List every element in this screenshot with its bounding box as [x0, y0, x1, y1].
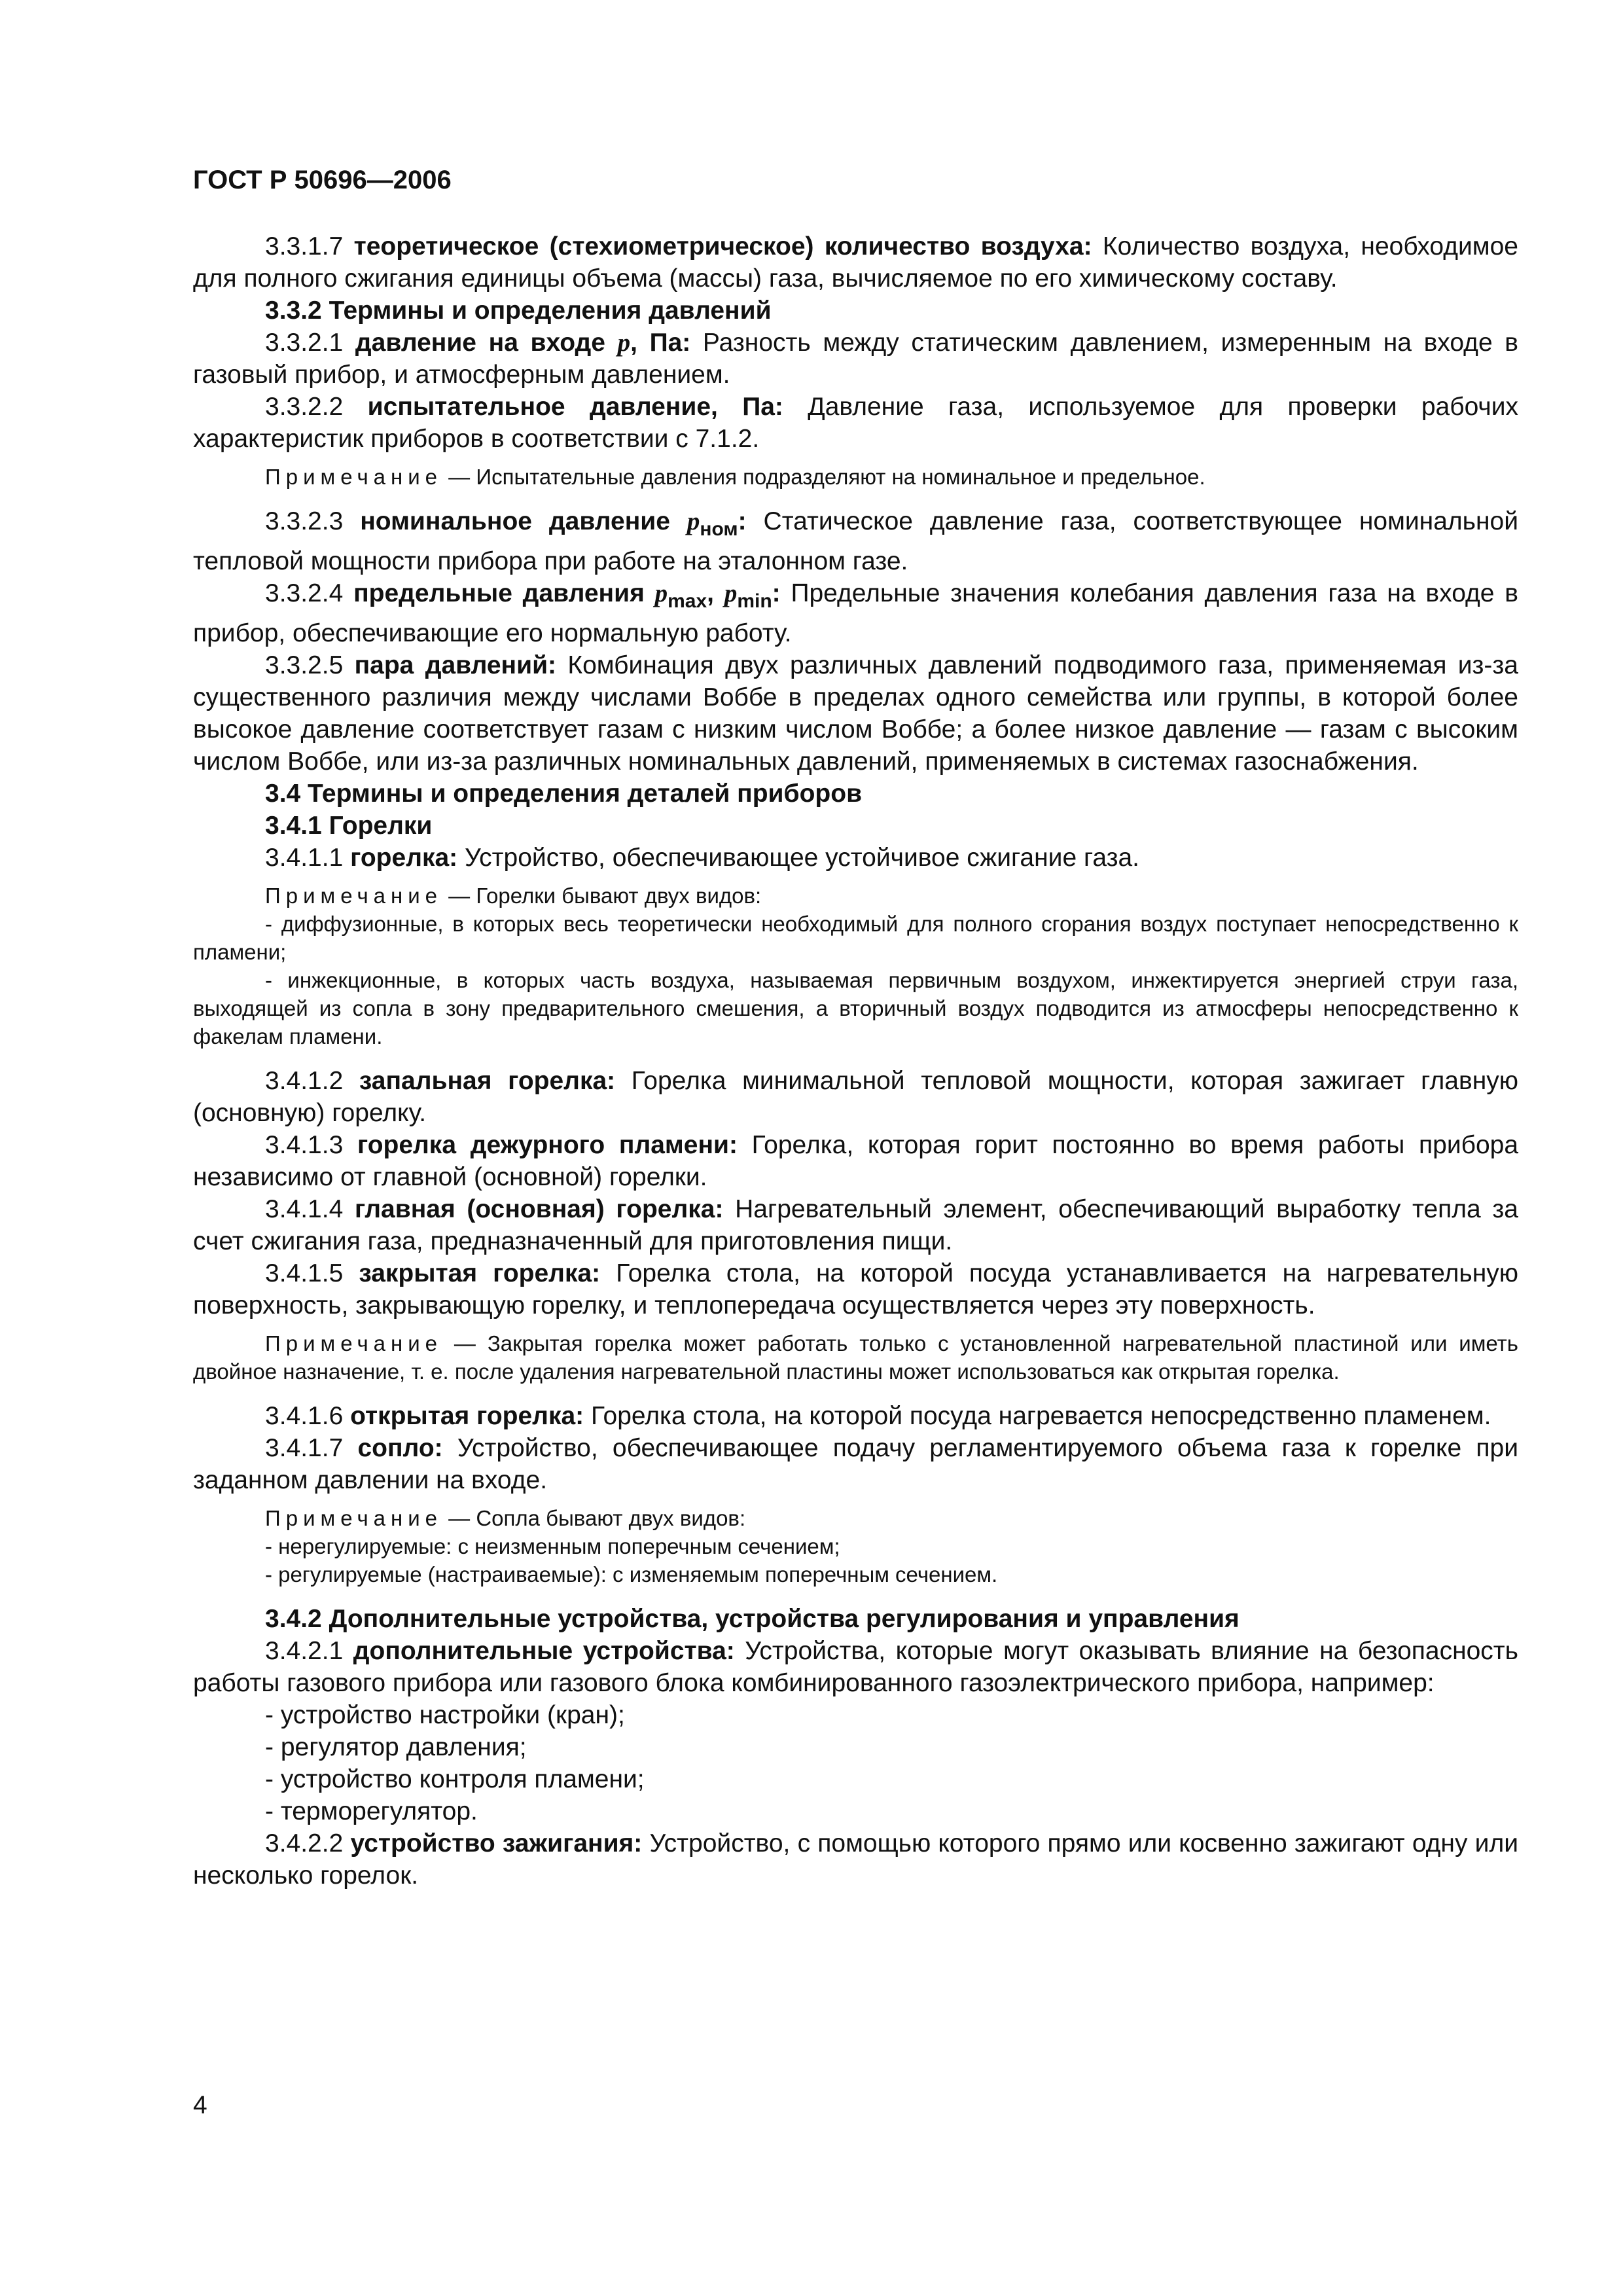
clause-text: Устройство, обеспечивающее подачу регламентируемого объема газа к горелке при заданном давлении на входе. [193, 1433, 1518, 1494]
subsection-3-4-1: 3.4.1 Горелки [265, 811, 433, 840]
clause-number: 3.4.1.2 [265, 1066, 344, 1095]
clause-text: Разность между статическим давлением, измеренным на входе в газовый прибор, и атмосферным давлением. [193, 329, 1518, 389]
note-4 [193, 1504, 1518, 1588]
clause-term: номинальное давление [360, 507, 687, 535]
note-2 [193, 882, 1518, 1050]
clause-number: 3.4.1.3 [265, 1130, 344, 1159]
clause-3-4-2-1 [193, 1635, 1518, 1699]
note-text: — Горелки бывают двух видов: [442, 883, 762, 908]
note-label: Примечание [265, 1505, 443, 1530]
clause-text: Предельные значения колебания давления газа на входе в прибор, обеспечивающие его нормальную работу. [193, 579, 1518, 647]
document-page [193, 164, 1518, 1892]
clause-text: Горелка стола, на которой посуда устанавливается на нагревательную поверхность, закрывающую горелку, и теплопередача осуществляется через эту поверхность. [193, 1259, 1518, 1319]
subsection-3-3-2: 3.3.2 Термины и определения давлений [265, 296, 772, 325]
clause-3-3-2-4 [193, 577, 1518, 649]
clause-3-3-2-1 [193, 327, 1518, 391]
clause-text: Устройство, обеспечивающее устойчивое сжигание газа. [457, 843, 1139, 872]
page-number: 4 [193, 2091, 207, 2119]
clause-number: 3.3.2.5 [265, 651, 344, 679]
clause-number: 3.4.1.1 [265, 843, 344, 872]
clause-3-4-1-2 [193, 1065, 1518, 1129]
clause-term: дополнительные устройства: [353, 1636, 735, 1665]
list-item: - устройство контроля пламени; [265, 1765, 645, 1793]
clause-term: испытательное давление, Па: [367, 393, 783, 421]
clause-3-4-1-7 [193, 1432, 1518, 1496]
pressure-symbol: p [687, 507, 700, 535]
clause-number: 3.3.2.4 [265, 579, 344, 607]
clause-3-3-1-7 [193, 230, 1518, 295]
note-list-item: - нерегулируемые: с неизменным поперечным сечением; [265, 1534, 840, 1558]
note-label: Примечание [265, 1331, 443, 1355]
pressure-symbol: p [617, 329, 631, 357]
section-3-4: 3.4 Термины и определения деталей приборов [265, 779, 863, 808]
note-list-item: - диффузионные, в которых весь теоретически необходимый для полного сгорания воздух поступает непосредственно к пламени; [193, 911, 1518, 964]
clause-number: 3.3.1.7 [265, 232, 344, 260]
note-list-item: - регулируемые (настраиваемые): с изменяемым поперечным сечением. [265, 1562, 998, 1587]
note-text: — Сопла бывают двух видов: [442, 1505, 746, 1530]
clause-3-4-1-4 [193, 1193, 1518, 1257]
clause-term: предельные давления [353, 579, 655, 607]
subsection-3-4-2: 3.4.2 Дополнительные устройства, устройства регулирования и управления [265, 1604, 1240, 1633]
symbol-separator: , [707, 579, 724, 607]
clause-text: Нагревательный элемент, обеспечивающий выработку тепла за счет сжигания газа, предназначенный для приготовления пищи. [193, 1194, 1518, 1255]
clause-text: Устройство, с помощью которого прямо или косвенно зажигают одну или несколько горелок. [193, 1829, 1518, 1890]
clause-number: 3.3.2.1 [265, 329, 344, 357]
list-item: - терморегулятор. [265, 1797, 478, 1825]
note-text: — Закрытая горелка может работать только с установленной нагревательной пластиной или иметь двойное назначение, т. е. после удаления нагревательной пластины может использоваться как открытая горелка. [193, 1331, 1518, 1384]
clause-3-4-1-3 [193, 1129, 1518, 1193]
clause-text: Устройства, которые могут оказывать влияние на безопасность работы газового прибора или газового блока комбинированного газоэлектрического прибора, например: [193, 1636, 1518, 1697]
clause-term: главная (основная) горелка: [354, 1194, 724, 1223]
note-list-item: - инжекционные, в которых часть воздуха, называемая первичным воздухом, инжектируется энергией струи газа, выходящей из сопла в зону предварительного смешения, а вторичный воздух подводится из атмосферы непосредственно к факелам пламени. [193, 967, 1518, 1049]
note-1 [193, 463, 1518, 491]
clause-3-4-2-2 [193, 1827, 1518, 1892]
clause-term: сопло: [357, 1433, 443, 1462]
clause-text: Давление газа, используемое для проверки рабочих характеристик приборов в соответствии с 7.1.2. [193, 393, 1519, 453]
clause-number: 3.3.2.2 [265, 393, 344, 421]
clause-3-3-2-5 [193, 649, 1518, 778]
note-label: Примечание [265, 465, 443, 489]
list-item: - устройство настройки (кран); [265, 1700, 625, 1729]
clause-number: 3.4.2.1 [265, 1636, 344, 1665]
clause-number: 3.4.1.6 [265, 1401, 344, 1430]
note-text: — Испытательные давления подразделяют на номинальное и предельное. [442, 465, 1205, 489]
pressure-symbol-min: p [724, 579, 738, 607]
clause-term: закрытая горелка: [359, 1259, 601, 1287]
clause-text: Количество воздуха, необходимое для полного сжигания единицы объема (массы) газа, вычисляемое по его химическому составу. [193, 232, 1518, 293]
clause-3-3-2-2 [193, 391, 1518, 455]
clause-term: пара давлений: [354, 651, 557, 679]
clause-text: Комбинация двух различных давлений подводимого газа, применяемая из-за существенного различия между числами Воббе в пределах одного семейства или группы, в которой более высокое давление соответствует газам с низким числом Воббе; а более низкое давление — газам с высоким числом Воббе, или из-за различных номинальных давлений, применяемых в системах газоснабжения. [193, 651, 1518, 776]
clause-number: 3.4.2.2 [265, 1829, 344, 1857]
clause-text: Горелка стола, на которой посуда нагревается непосредственно пламенем. [584, 1401, 1491, 1430]
clause-term-unit: , Па: [630, 329, 691, 357]
clause-term: устройство зажигания: [350, 1829, 643, 1857]
clause-3-4-1-1 [193, 842, 1518, 874]
clause-text: Горелка, которая горит постоянно во время работы прибора независимо от главной (основной) горелки. [193, 1130, 1519, 1191]
clause-number: 3.4.1.5 [265, 1259, 344, 1287]
clause-text: Горелка минимальной тепловой мощности, которая зажигает главную (основную) горелку. [193, 1066, 1518, 1127]
document-header: ГОСТ Р 50696—2006 [193, 166, 452, 194]
clause-colon: : [738, 507, 747, 535]
clause-3-4-1-5 [193, 1257, 1518, 1321]
pressure-symbol-max: p [654, 579, 668, 607]
clause-3-3-2-3 [193, 505, 1518, 577]
note-label: Примечание [265, 883, 443, 908]
clause-colon: : [772, 579, 781, 607]
clause-number: 3.4.1.7 [265, 1433, 344, 1462]
clause-term: давление на входе [355, 329, 618, 357]
clause-term: горелка: [350, 843, 458, 872]
clause-term: открытая горелка: [350, 1401, 584, 1430]
clause-term: запальная горелка: [359, 1066, 616, 1095]
pressure-subscript: ном [700, 518, 738, 540]
subscript-min: min [737, 590, 772, 612]
clause-text: Статическое давление газа, соответствующее номинальной тепловой мощности прибора при работе на эталонном газе. [193, 507, 1518, 575]
clause-number: 3.4.1.4 [265, 1194, 344, 1223]
clause-number: 3.3.2.3 [265, 507, 344, 535]
list-item: - регулятор давления; [265, 1732, 527, 1761]
clause-term: горелка дежурного пламени: [357, 1130, 738, 1159]
clause-3-4-1-6 [193, 1400, 1518, 1432]
note-3 [193, 1329, 1518, 1386]
clause-term: теоретическое (стехиометрическое) количество воздуха: [353, 232, 1092, 260]
subscript-max: max [668, 590, 707, 612]
